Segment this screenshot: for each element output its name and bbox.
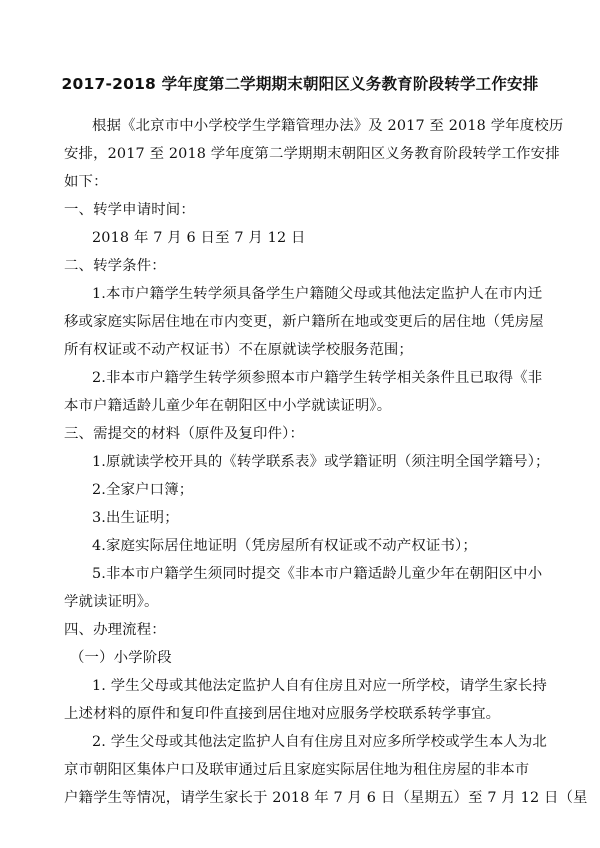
section-heading: 一、转学申请时间：	[64, 202, 195, 218]
paragraph-line: 本市户籍适龄儿童少年在朝阳区中小学就读证明》。	[64, 398, 392, 414]
paragraph-line: 京市朝阳区集体户口及联审通过后且家庭实际居住地为租住房屋的非本市	[64, 762, 530, 778]
section-heading: 三、需提交的材料（原件及复印件）：	[64, 426, 304, 442]
paragraph-line: 如下：	[64, 174, 108, 190]
paragraph-line: 户籍学生等情况，请学生家长于 2018 年 7 月 6 日（星期五）至 7 月 12 日（星	[64, 790, 588, 806]
paragraph-line: 安排，2017 至 2018 学年度第二学期期末朝阳区义务教育阶段转学工作安排	[64, 146, 560, 162]
list-item: 4.家庭实际居住地证明（凭房屋所有权证或不动产权证书）；	[92, 538, 477, 554]
paragraph-line: 1. 学生父母或其他法定监护人自有住房且对应一所学校，请学生家长持	[92, 678, 547, 694]
subsection-heading: （一）小学阶段	[70, 650, 172, 666]
paragraph-line: 学就读证明》。	[64, 594, 159, 610]
paragraph-line: 2.非本市户籍学生转学须参照本市户籍学生转学相关条件且已取得《非	[92, 370, 543, 386]
document-title: 2017-2018 学年度第二学期期末朝阳区义务教育阶段转学工作安排	[61, 75, 539, 93]
section-heading: 四、办理流程：	[64, 622, 166, 638]
section-heading: 二、转学条件：	[64, 258, 166, 274]
paragraph-line: 上述材料的原件和复印件直接到居住地对应服务学校联系转学事宜。	[64, 706, 501, 722]
paragraph-line: 2. 学生父母或其他法定监护人自有住房且对应多所学校或学生本人为北	[92, 734, 547, 750]
paragraph-line: 所有权证或不动产权证书）不在原就读学校服务范围；	[64, 342, 413, 358]
list-item: 2.全家户口簿；	[92, 482, 194, 498]
list-item: 3.出生证明；	[92, 510, 179, 526]
paragraph-line: 1.本市户籍学生转学须具备学生户籍随父母或其他法定监护人在市内迁	[92, 286, 543, 302]
list-item: 5.非本市户籍学生须同时提交《非本市户籍适龄儿童少年在朝阳区中小	[92, 566, 543, 582]
list-item: 1.原就读学校开具的《转学联系表》或学籍证明（须注明全国学籍号）；	[92, 454, 550, 470]
paragraph-line: 根据《北京市中小学校学生学籍管理办法》及 2017 至 2018 学年度校历	[92, 118, 564, 134]
paragraph-line: 移或家庭实际居住地在市内变更，新户籍所在地或变更后的居住地（凭房屋	[64, 314, 544, 330]
paragraph-line: 2018 年 7 月 6 日至 7 月 12 日	[92, 230, 306, 246]
